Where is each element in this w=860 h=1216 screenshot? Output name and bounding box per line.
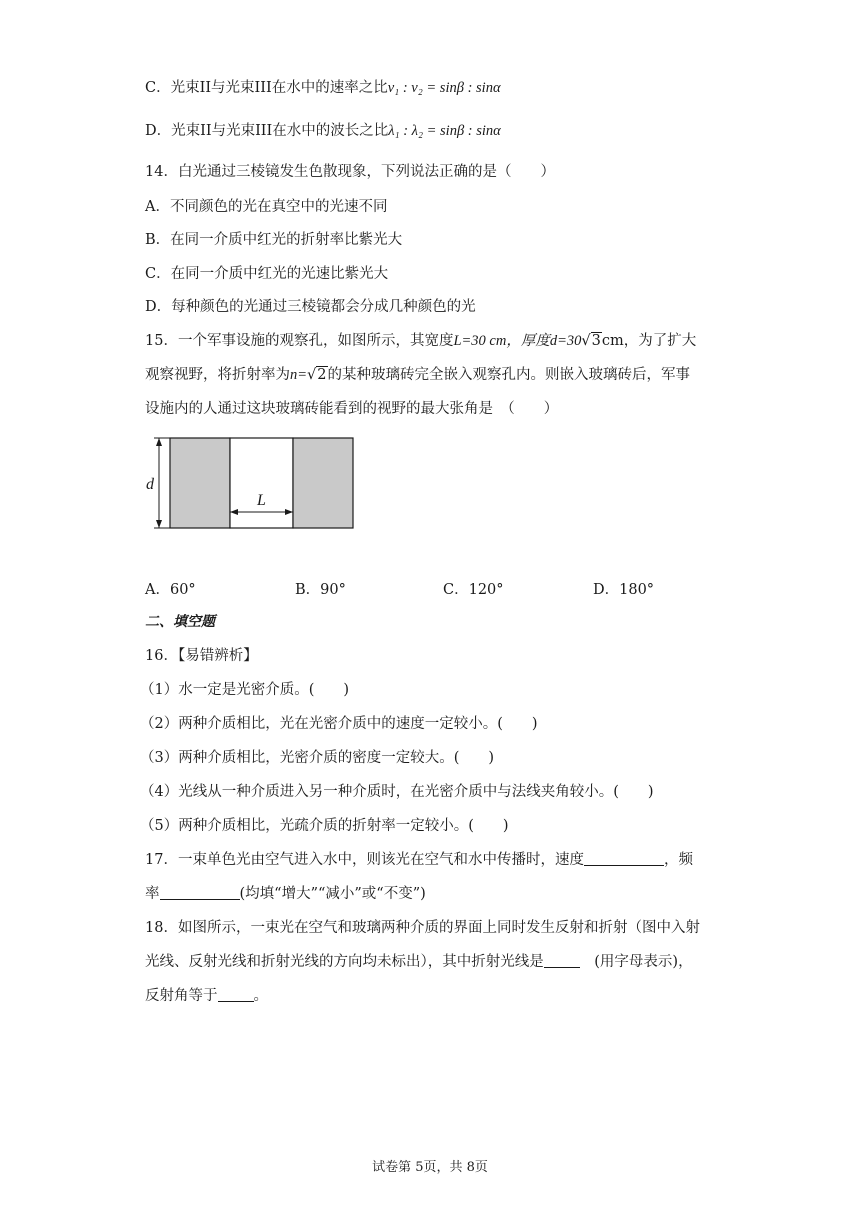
- q16-title: 16．【易错辨析】: [145, 648, 258, 664]
- page-footer: 试卷第 5页，共 8页: [372, 1160, 488, 1175]
- q13-option-c-formula: v₁ : v₂ = sinβ : sinα: [387, 80, 501, 96]
- right-wall-block: [293, 438, 353, 528]
- q13-option-d[interactable]: D．光束II与光束III在水中的波长之比λ₁ : λ₂ = sinβ : sinα: [145, 123, 501, 139]
- label-d: d: [146, 476, 154, 493]
- q16-item-4[interactable]: （4）光线从一种介质进入另一种介质时，在光密介质中与法线夹角较小。( ): [140, 784, 654, 800]
- q18-blank-refracted-ray[interactable]: [544, 953, 580, 968]
- hole-region: [230, 438, 293, 528]
- section-fill-in-heading: 二、填空题: [145, 614, 215, 630]
- left-wall-block: [170, 438, 230, 528]
- q18-line3: 反射角等于 。: [145, 988, 268, 1004]
- arrowhead-down: [156, 520, 162, 528]
- q17-blank-frequency[interactable]: [160, 885, 240, 900]
- sqrt-symbol: √2: [307, 367, 327, 383]
- q14-stem: 14．白光通过三棱镜发生色散现象，下列说法正确的是（ ）: [145, 164, 555, 180]
- q14-option-d[interactable]: D．每种颜色的光通过三棱镜都会分成几种颜色的光: [145, 299, 476, 315]
- q17-line2: 率 (均填“增大”“减小”或“不变”): [145, 886, 426, 902]
- q15-stem-line1: 15．一个军事设施的观察孔，如图所示，其宽度L=30 cm，厚度d=30√3cm，为了扩大: [145, 333, 697, 349]
- q16-item-2[interactable]: （2）两种介质相比，光在光密介质中的速度一定较小。( ): [140, 716, 538, 732]
- q15-option-b[interactable]: B．90°: [295, 582, 346, 598]
- q15-option-d[interactable]: D．180°: [593, 582, 655, 598]
- q18-blank-reflection-angle[interactable]: [218, 987, 254, 1002]
- q15-observation-hole-figure: [140, 432, 370, 532]
- q14-option-a[interactable]: A．不同颜色的光在真空中的光速不同: [145, 199, 388, 215]
- q15-options: [145, 580, 745, 600]
- q15-stem-line3: 设施内的人通过这块玻璃砖能看到的视野的最大张角是 （ ）: [145, 401, 559, 417]
- q13-option-d-formula: λ₁ : λ₂ = sinβ : sinα: [388, 123, 501, 139]
- q18-line2: 光线、反射光线和折射光线的方向均未标出），其中折射光线是 (用字母表示)，: [145, 954, 693, 970]
- q13-option-c[interactable]: C．光束II与光束III在水中的速率之比v₁ : v₂ = sinβ : sinα: [145, 80, 501, 96]
- q16-item-3[interactable]: （3）两种介质相比，光密介质的密度一定较大。( ): [140, 750, 495, 766]
- q18-line1: 18．如图所示，一束光在空气和玻璃两种介质的界面上同时发生反射和折射（图中入射: [145, 920, 700, 936]
- q16-item-5[interactable]: （5）两种介质相比，光疏介质的折射率一定较小。( ): [140, 818, 509, 834]
- q15-option-a[interactable]: A．60°: [145, 582, 196, 598]
- arrowhead-up: [156, 438, 162, 446]
- q15-stem-line2: 观察视野，将折射率为n=√2的某种玻璃砖完全嵌入观察孔内。则嵌入玻璃砖后，军事: [145, 367, 691, 383]
- q17-line1: 17．一束单色光由空气进入水中，则该光在空气和水中传播时，速度 ，频: [145, 852, 693, 868]
- q17-blank-speed[interactable]: [584, 851, 664, 866]
- q14-option-c[interactable]: C．在同一介质中红光的光速比紫光大: [145, 266, 389, 282]
- q15-option-c[interactable]: C．120°: [443, 582, 504, 598]
- sqrt-symbol: √3: [581, 333, 601, 349]
- label-L: L: [257, 492, 266, 509]
- q14-option-b[interactable]: B．在同一介质中红光的折射率比紫光大: [145, 232, 403, 248]
- q16-item-1[interactable]: （1）水一定是光密介质。( ): [140, 682, 350, 698]
